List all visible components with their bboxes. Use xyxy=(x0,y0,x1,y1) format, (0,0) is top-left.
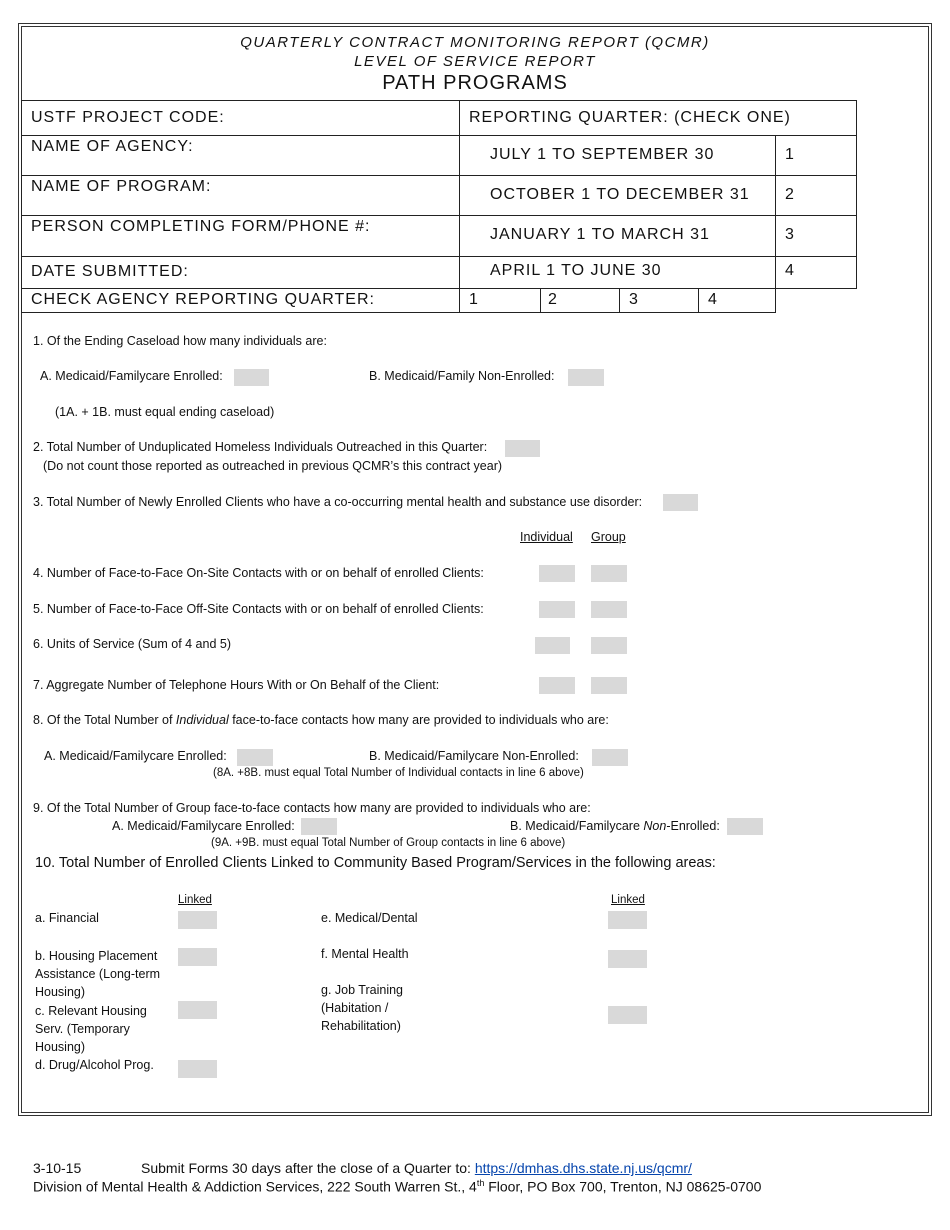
item-g-line1: g. Job Training xyxy=(321,983,403,997)
item-b-line1: b. Housing Placement xyxy=(35,949,158,963)
question-9a-input[interactable] xyxy=(301,818,337,835)
item-f-mental-health: f. Mental Health xyxy=(321,947,409,961)
check-quarter-4-number: 4 xyxy=(708,291,718,308)
question-4-individual-input[interactable] xyxy=(539,565,575,582)
agency-label: NAME OF AGENCY: xyxy=(31,138,194,155)
quarter-2-label: OCTOBER 1 TO DECEMBER 31 xyxy=(490,186,750,203)
question-2-input[interactable] xyxy=(505,440,540,457)
item-c-line2: Serv. (Temporary xyxy=(35,1022,130,1036)
quarter-4-check[interactable] xyxy=(775,256,857,289)
quarter-4-number: 4 xyxy=(785,262,795,279)
agency-cell[interactable] xyxy=(21,135,460,176)
program-label: NAME OF PROGRAM: xyxy=(31,178,212,195)
question-5-individual-input[interactable] xyxy=(539,601,575,618)
question-5: 5. Number of Face-to-Face Off-Site Contacts with or on behalf of enrolled Clients: xyxy=(33,602,484,616)
person-cell[interactable] xyxy=(21,215,460,257)
check-quarter-1-number: 1 xyxy=(469,291,479,308)
question-5-group-input[interactable] xyxy=(591,601,627,618)
check-quarter-3[interactable] xyxy=(619,288,699,313)
footer-date: 3-10-15 xyxy=(33,1160,82,1176)
check-quarter-3-number: 3 xyxy=(629,291,639,308)
question-7-individual-input[interactable] xyxy=(539,677,575,694)
question-8b-input[interactable] xyxy=(592,749,628,766)
quarter-2-check[interactable] xyxy=(775,175,857,216)
question-4: 4. Number of Face-to-Face On-Site Contacts with or on behalf of enrolled Clients: xyxy=(33,566,484,580)
check-quarter-label: CHECK AGENCY REPORTING QUARTER: xyxy=(31,291,375,308)
question-8-note: (8A. +8B. must equal Total Number of Individual contacts in line 6 above) xyxy=(213,767,584,779)
question-9a-label: A. Medicaid/Familycare Enrolled: xyxy=(112,819,295,833)
question-2-note: (Do not count those reported as outreached in previous QCMR’s this contract year) xyxy=(43,459,503,473)
quarter-4-label: APRIL 1 TO JUNE 30 xyxy=(490,262,662,279)
program-title: PATH PROGRAMS xyxy=(382,72,568,94)
report-title: QUARTERLY CONTRACT MONITORING REPORT (QCMR) xyxy=(240,34,710,51)
project-code-cell[interactable] xyxy=(21,100,460,136)
question-9-note: (9A. +9B. must equal Total Number of Group contacts in line 6 above) xyxy=(211,837,566,849)
question-4-group-input[interactable] xyxy=(591,565,627,582)
report-subtitle: LEVEL OF SERVICE REPORT xyxy=(354,53,596,70)
check-quarter-2-number: 2 xyxy=(548,291,558,308)
item-a-financial: a. Financial xyxy=(35,911,99,925)
individual-column-header: Individual xyxy=(520,530,573,544)
footer-address: Division of Mental Health & Addiction Services, 222 South Warren St., 4th Floor, PO Box 700, Trenton, NJ 08625-0700 xyxy=(33,1178,762,1195)
item-c-line3: Housing) xyxy=(35,1040,86,1054)
quarter-2-number: 2 xyxy=(785,186,795,203)
question-7: 7. Aggregate Number of Telephone Hours With or On Behalf of the Client: xyxy=(33,678,440,692)
quarter-row-3 xyxy=(459,215,776,257)
quarter-3-label: JANUARY 1 TO MARCH 31 xyxy=(490,226,710,243)
group-column-header: Group xyxy=(591,530,626,544)
question-8a-input[interactable] xyxy=(237,749,273,766)
question-3: 3. Total Number of Newly Enrolled Clients who have a co-occurring mental health and substance use disorder: xyxy=(33,495,643,509)
question-9b-label: B. Medicaid/Familycare Non-Enrolled: xyxy=(510,819,720,833)
item-b-line2: Assistance (Long-term xyxy=(35,967,161,981)
item-c-line1: c. Relevant Housing xyxy=(35,1004,147,1018)
check-quarter-cell xyxy=(21,288,460,313)
project-code-label: USTF PROJECT CODE: xyxy=(31,109,225,126)
question-6-individual-input[interactable] xyxy=(535,637,570,654)
item-d-drug-alcohol: d. Drug/Alcohol Prog. xyxy=(35,1058,154,1072)
date-label: DATE SUBMITTED: xyxy=(31,263,189,280)
quarter-3-number: 3 xyxy=(785,226,795,243)
question-6-group-input[interactable] xyxy=(591,637,627,654)
item-g-input[interactable] xyxy=(608,1006,647,1024)
question-9b-input[interactable] xyxy=(727,818,763,835)
program-cell[interactable] xyxy=(21,175,460,216)
item-c-input[interactable] xyxy=(178,1001,217,1019)
submission-link[interactable]: https://dmhas.dhs.state.nj.us/qcmr/ xyxy=(474,1160,692,1176)
question-8: 8. Of the Total Number of Individual face-to-face contacts how many are provided to individuals who are: xyxy=(33,713,609,727)
question-1: 1. Of the Ending Caseload how many individuals are: xyxy=(33,334,327,348)
question-9: 9. Of the Total Number of Group face-to-face contacts how many are provided to individuals who are: xyxy=(33,801,591,815)
date-cell[interactable] xyxy=(21,256,460,289)
question-8b-label: B. Medicaid/Familycare Non-Enrolled: xyxy=(369,749,579,763)
question-2: 2. Total Number of Unduplicated Homeless Individuals Outreached in this Quarter: xyxy=(33,440,488,454)
quarter-row-2 xyxy=(459,175,776,216)
item-e-input[interactable] xyxy=(608,911,647,929)
question-3-input[interactable] xyxy=(663,494,698,511)
question-1a-label: A. Medicaid/Familycare Enrolled: xyxy=(40,369,223,383)
item-b-line3: Housing) xyxy=(35,985,86,999)
quarter-row-1 xyxy=(459,135,776,176)
question-7-group-input[interactable] xyxy=(591,677,627,694)
item-a-input[interactable] xyxy=(178,911,217,929)
item-d-input[interactable] xyxy=(178,1060,217,1078)
person-label: PERSON COMPLETING FORM/PHONE #: xyxy=(31,218,371,235)
quarter-1-check[interactable] xyxy=(775,135,857,176)
quarter-1-label: JULY 1 TO SEPTEMBER 30 xyxy=(490,146,715,163)
item-b-input[interactable] xyxy=(178,948,217,966)
linked-header-left: Linked xyxy=(178,894,212,906)
question-8a-label: A. Medicaid/Familycare Enrolled: xyxy=(44,749,227,763)
item-e-medical: e. Medical/Dental xyxy=(321,911,418,925)
question-1a-input[interactable] xyxy=(234,369,269,386)
check-quarter-4[interactable] xyxy=(698,288,776,313)
reporting-quarter-header xyxy=(459,100,857,136)
reporting-quarter-label: REPORTING QUARTER: (CHECK ONE) xyxy=(469,109,791,126)
check-quarter-1[interactable] xyxy=(459,288,541,313)
item-g-line2: (Habitation / xyxy=(321,1001,389,1015)
linked-header-right: Linked xyxy=(611,894,645,906)
check-quarter-2[interactable] xyxy=(540,288,620,313)
quarter-1-number: 1 xyxy=(785,146,795,163)
question-1b-label: B. Medicaid/Family Non-Enrolled: xyxy=(369,369,555,383)
question-1b-input[interactable] xyxy=(568,369,604,386)
item-g-line3: Rehabilitation) xyxy=(321,1019,401,1033)
item-f-input[interactable] xyxy=(608,950,647,968)
question-10: 10. Total Number of Enrolled Clients Linked to Community Based Program/Services in the following areas: xyxy=(35,855,716,871)
question-6: 6. Units of Service (Sum of 4 and 5) xyxy=(33,637,232,651)
quarter-row-4 xyxy=(459,256,776,289)
footer-submit: Submit Forms 30 days after the close of a Quarter to: https://dmhas.dhs.state.nj.us/qcmr/ xyxy=(141,1160,692,1176)
question-1-note: (1A. + 1B. must equal ending caseload) xyxy=(55,405,275,419)
quarter-3-check[interactable] xyxy=(775,215,857,257)
